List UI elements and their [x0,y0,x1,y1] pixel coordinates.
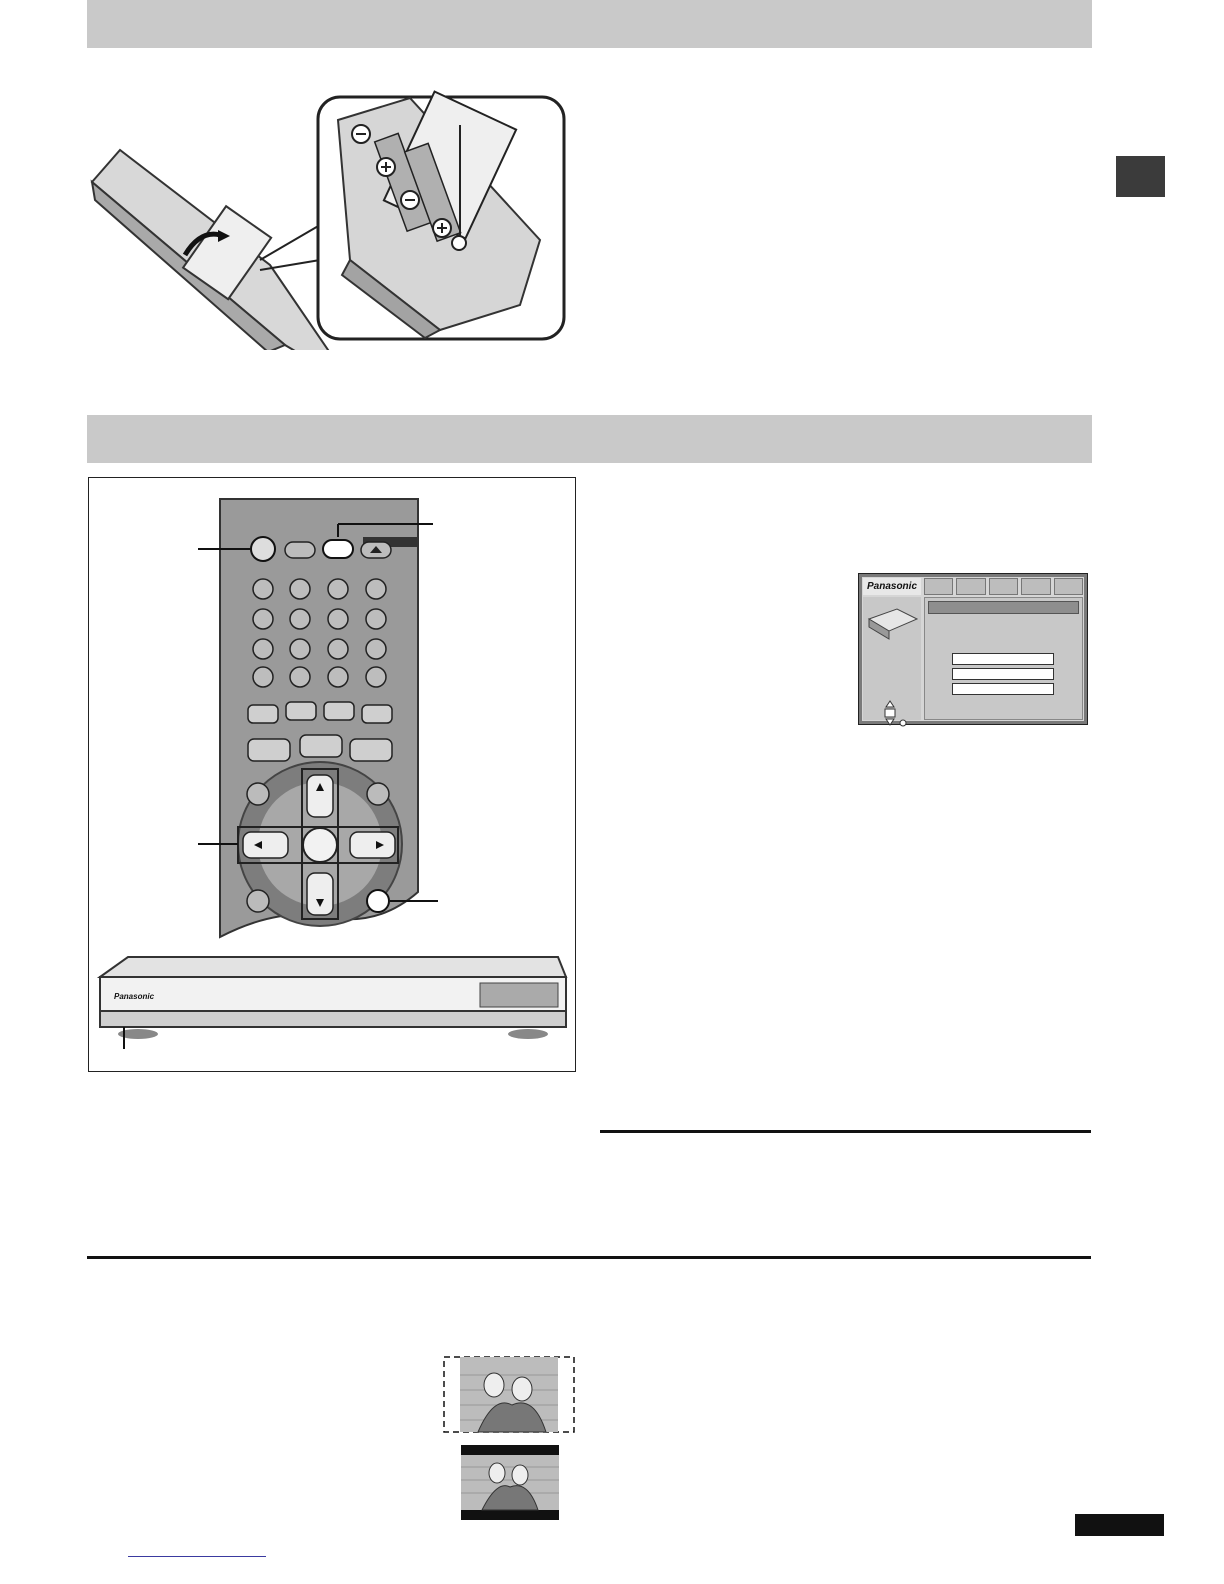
letterbox-image [461,1445,559,1520]
video-icon[interactable] [956,578,985,595]
down-arrow-button [307,873,333,915]
osd-option-2[interactable] [952,668,1054,680]
power-button [251,537,275,561]
page-number-block [1075,1514,1164,1536]
disc-icon[interactable] [924,578,953,595]
remote-back-illustration [92,150,352,350]
osd-side-panel [863,597,921,720]
left-arrow-button [243,832,288,858]
setup-button [323,540,353,558]
battery-zoom-detail [318,92,564,339]
up-arrow-button [307,775,333,817]
osd-option-1[interactable] [952,653,1054,665]
audio-icon[interactable] [989,578,1018,595]
pan-scan-image [444,1357,574,1432]
battery-installation-illustration [80,90,580,350]
other-icon[interactable] [1054,578,1083,595]
osd-tab-bar [924,578,1083,595]
osd-main-panel [924,597,1083,720]
enter-button [303,828,337,862]
display-icon[interactable] [1021,578,1050,595]
section-rule-right [600,1130,1091,1133]
chapter-tab [1116,156,1165,197]
player-brand-logo: Panasonic [114,992,155,1001]
aspect-ratio-illustrations [442,1355,577,1525]
dvd-player-illustration [100,957,566,1049]
right-arrow-button [350,832,395,858]
section-rule-full [87,1256,1091,1259]
osd-brand-logo: Panasonic [863,578,921,595]
footer-link-underline[interactable] [128,1556,266,1557]
remote-control-illustration [88,477,576,1072]
section-header-band-2 [87,415,1092,463]
navigation-arrows-icon [873,699,913,729]
player-thumbnail-icon [867,605,925,645]
onscreen-setup-menu [858,573,1088,725]
osd-option-3[interactable] [952,683,1054,695]
osd-title-bar [928,601,1079,614]
return-button [367,890,389,912]
section-header-band-1 [87,0,1092,48]
